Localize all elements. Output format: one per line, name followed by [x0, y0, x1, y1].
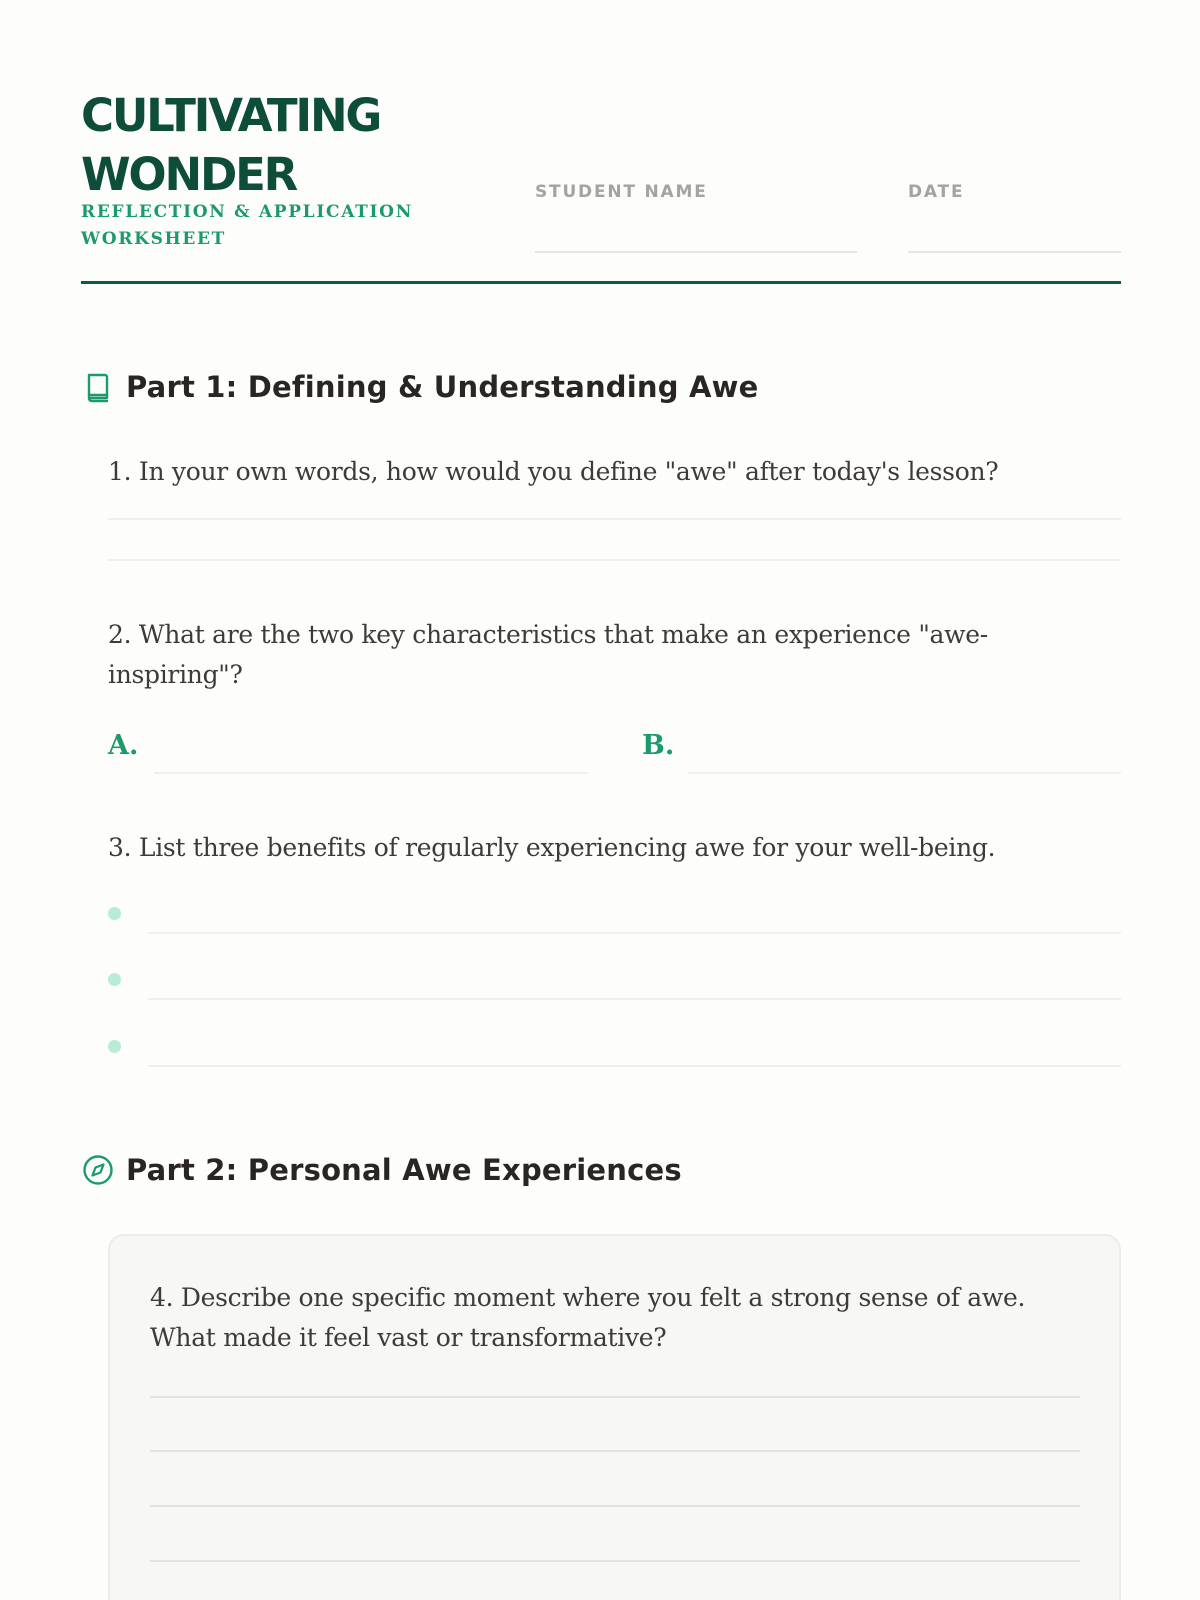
- part-2-title: Part 2: Personal Awe Experiences: [126, 1153, 682, 1187]
- q4-answer-line-3[interactable]: [150, 1505, 1080, 1507]
- title-line-1: CULTIVATING: [81, 89, 381, 142]
- student-name-label: STUDENT NAME: [535, 182, 708, 202]
- q1-answer-line-1[interactable]: [108, 518, 1121, 520]
- worksheet-title: [81, 86, 441, 204]
- title-line-2: WONDER: [81, 148, 297, 201]
- compass-icon: [81, 1153, 115, 1187]
- q3-answer-line-3[interactable]: [148, 1065, 1121, 1067]
- question-4-card: [108, 1234, 1121, 1600]
- q2-answer-a-line[interactable]: [154, 772, 588, 774]
- date-field[interactable]: [908, 251, 1121, 253]
- q3-answer-line-2[interactable]: [148, 998, 1121, 1000]
- q2-answer-b-line[interactable]: [688, 772, 1121, 774]
- subtitle-line-1: REFLECTION & APPLICATION: [81, 202, 413, 222]
- bullet-dot: [108, 1040, 121, 1053]
- book-icon: [81, 370, 115, 404]
- part-2-heading: [81, 1153, 682, 1187]
- student-name-field[interactable]: [535, 251, 857, 253]
- date-label: DATE: [908, 182, 965, 202]
- q2-option-b-label: B.: [642, 730, 675, 761]
- worksheet-page: [81, 0, 1121, 1600]
- bullet-dot: [108, 907, 121, 920]
- q4-answer-line-4[interactable]: [150, 1560, 1080, 1562]
- q4-answer-line-2[interactable]: [150, 1450, 1080, 1452]
- part-1-heading: [81, 370, 759, 404]
- worksheet-subtitle: [81, 199, 441, 253]
- bullet-dot: [108, 973, 121, 986]
- question-2: 2. What are the two key characteristics that make an experience "awe-inspiring"?: [108, 620, 988, 689]
- q3-answer-line-1[interactable]: [148, 932, 1121, 934]
- q4-answer-line-1[interactable]: [150, 1396, 1080, 1398]
- q2-option-a-label: A.: [108, 730, 139, 761]
- question-1: 1. In your own words, how would you define "awe" after today's lesson?: [108, 457, 999, 486]
- worksheet-header: [81, 82, 1121, 284]
- q1-answer-line-2[interactable]: [108, 559, 1121, 561]
- subtitle-line-2: WORKSHEET: [81, 229, 227, 249]
- part-1-title: Part 1: Defining & Understanding Awe: [126, 370, 759, 404]
- question-4: 4. Describe one specific moment where you felt a strong sense of awe. What made it feel vast or transformative?: [150, 1283, 1026, 1352]
- question-3: 3. List three benefits of regularly experiencing awe for your well-being.: [108, 833, 996, 862]
